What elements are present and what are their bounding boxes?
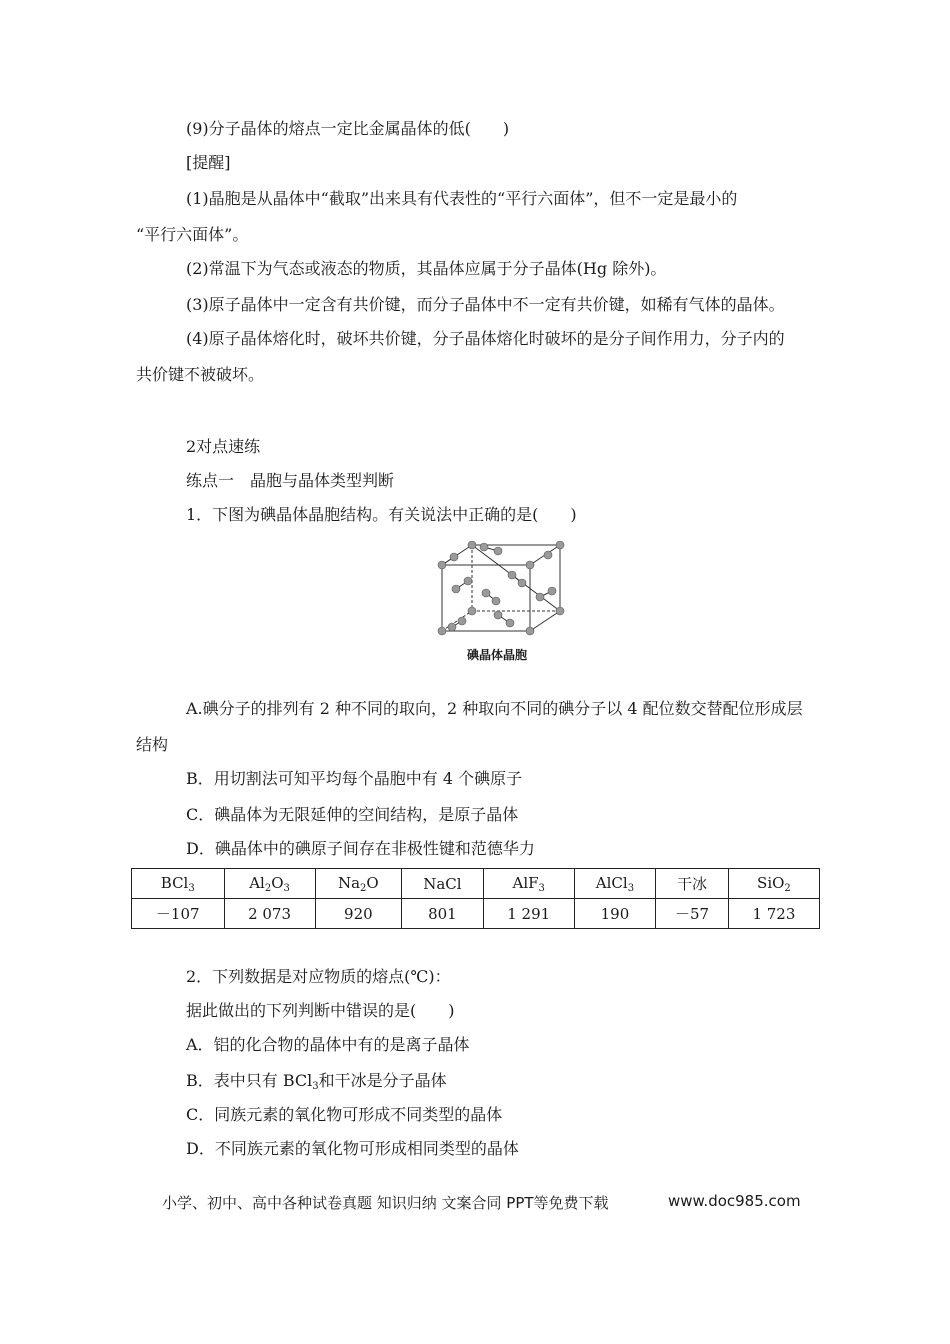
question-9: (9)分子晶体的熔点一定比金属晶体的低( ) <box>186 119 510 138</box>
header-cell: SiO$_2$ <box>728 869 819 899</box>
value-cell: －57 <box>656 899 729 929</box>
table-row <box>132 899 820 929</box>
value-cell: 801 <box>402 899 484 929</box>
value-cell: 1 291 <box>483 899 574 929</box>
section-title: 2对点速练 <box>186 437 261 456</box>
option-c: C．碘晶体为无限延伸的空间结构，是原子晶体 <box>186 805 519 824</box>
header-cell: AlCl$_3$ <box>574 869 655 899</box>
reminder-title: [提醒] <box>186 153 231 172</box>
footer-text: 小学、初中、高中各种试卷真题 知识归纳 文案合同 PPT等免费下载 <box>162 1194 609 1212</box>
value-cell: 1 723 <box>728 899 819 929</box>
iodine-unit-cell-figure <box>432 535 572 643</box>
reminder-1-line1: (1)晶胞是从晶体中“截取”出来具有代表性的“平行六面体”，但不一定是最小的 <box>186 189 738 208</box>
option-a-line2: 结构 <box>136 735 169 754</box>
table-header-row <box>132 869 820 899</box>
q2-option-d: D．不同族元素的氧化物可形成相同类型的晶体 <box>186 1139 519 1158</box>
q2-option-c: C．同族元素的氧化物可形成不同类型的晶体 <box>186 1105 503 1124</box>
value-cell: 2 073 <box>224 899 315 929</box>
option-a-line1: A.碘分子的排列有 2 种不同的取向，2 种取向不同的碘分子以 4 配位数交替配位形成层 <box>186 699 803 718</box>
reminder-3: (3)原子晶体中一定含有共价键，而分子晶体中不一定有共价键，如稀有气体的晶体。 <box>186 295 785 314</box>
option-b: B．用切割法可知平均每个晶胞中有 4 个碘原子 <box>186 769 523 788</box>
header-cell: AlF$_3$ <box>483 869 574 899</box>
reminder-1-line2: “平行六面体”。 <box>136 225 249 244</box>
option-d: D．碘晶体中的碘原子间存在非极性键和范德华力 <box>186 839 535 858</box>
value-cell: 920 <box>315 899 402 929</box>
reminder-2: (2)常温下为气态或液态的物质，其晶体应属于分子晶体(Hg 除外)。 <box>186 259 667 278</box>
reminder-4-line1: (4)原子晶体熔化时，破坏共价键，分子晶体熔化时破坏的是分子间作用力，分子内的 <box>186 329 785 348</box>
value-cell: 190 <box>574 899 655 929</box>
header-cell: $Na_2O$ <box>315 869 402 899</box>
header-cell: BCl$_3$ <box>132 869 225 899</box>
value-cell: －107 <box>132 899 225 929</box>
question-1-stem: 1．下图为碘晶体晶胞结构。有关说法中正确的是( ) <box>186 505 577 524</box>
reminder-4-line2: 共价键不被破坏。 <box>136 365 265 384</box>
figure-caption: 碘晶体晶胞 <box>467 648 528 662</box>
question-2-stem2: 据此做出的下列判断中错误的是( ) <box>186 1001 455 1020</box>
header-cell: $Al_2O_3$ <box>224 869 315 899</box>
header-cell: NaCl <box>402 869 484 899</box>
section-subtitle: 练点一 晶胞与晶体类型判断 <box>186 471 395 490</box>
footer-link[interactable]: www.doc985.com <box>668 1192 801 1210</box>
header-cell: 干冰 <box>656 869 729 899</box>
question-2-stem: 2．下列数据是对应物质的熔点(℃)： <box>186 967 451 986</box>
q2-option-a: A．铝的化合物的晶体中有的是离子晶体 <box>186 1035 470 1054</box>
melting-point-table <box>131 868 820 929</box>
q2-option-b: B．表中只有 BCl$_3$和干冰是分子晶体 <box>186 1071 447 1092</box>
